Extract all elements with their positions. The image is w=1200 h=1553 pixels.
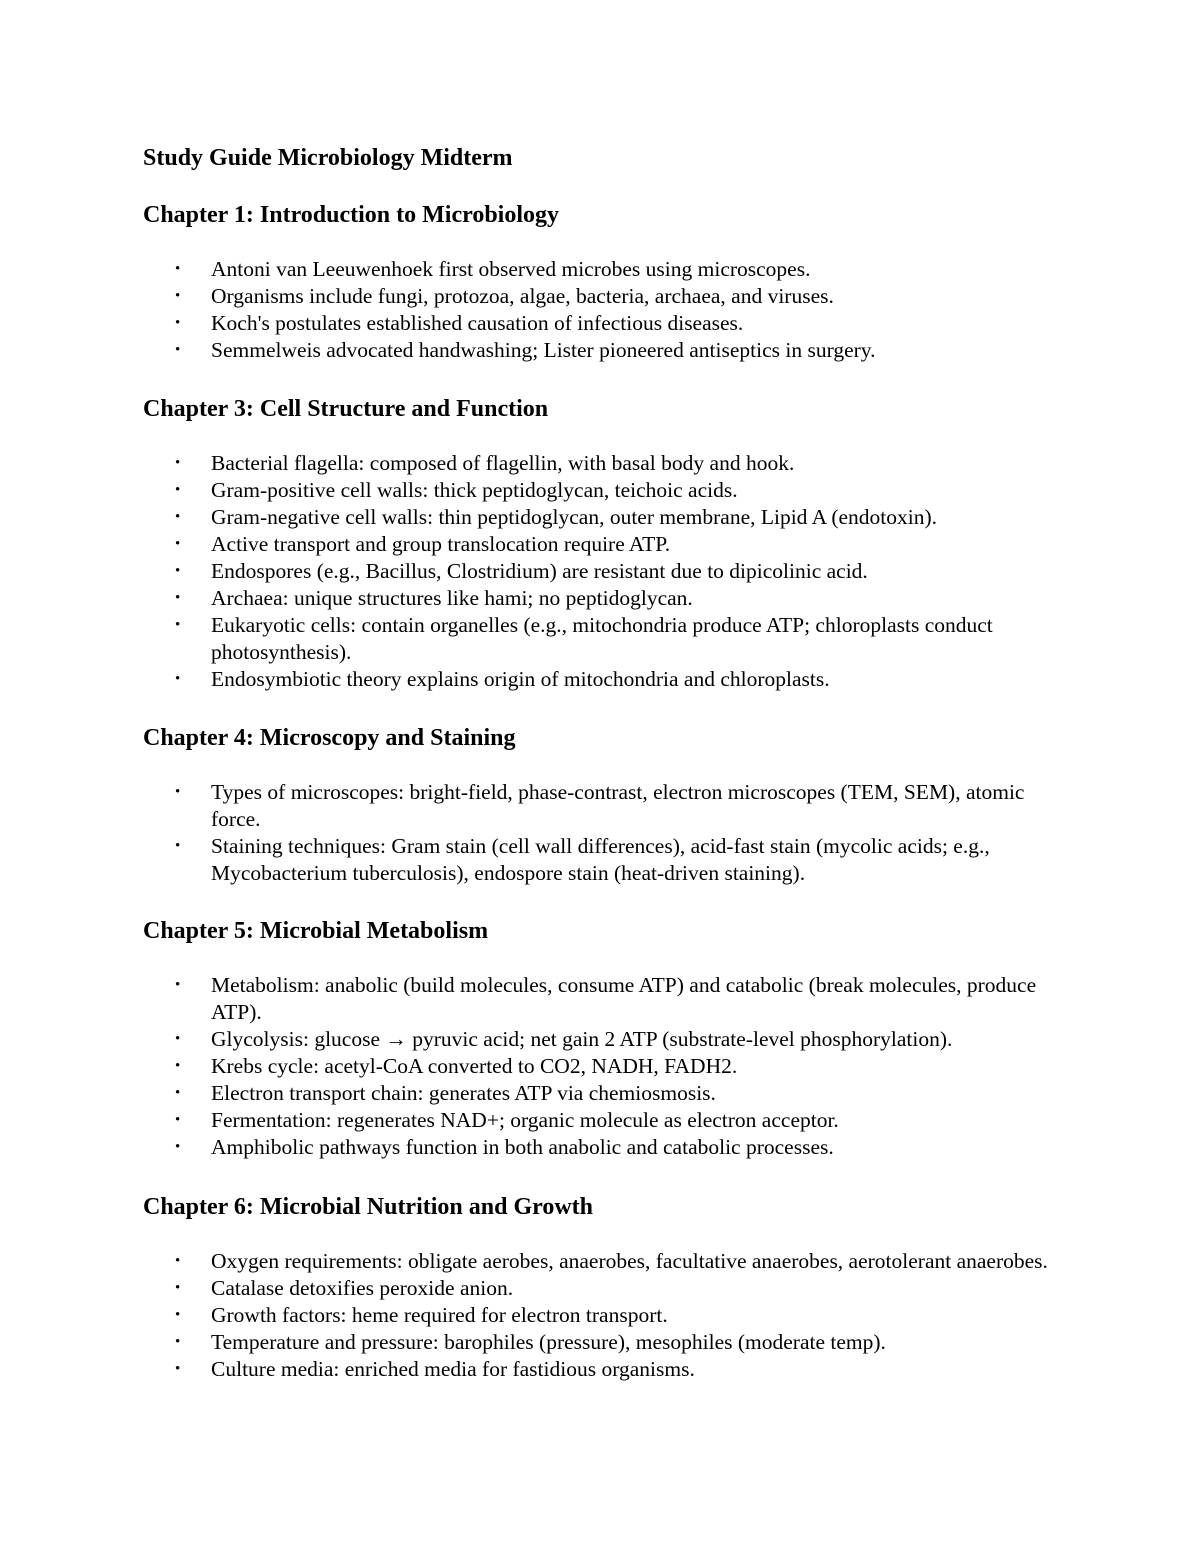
list-item	[143, 531, 1051, 558]
list-item	[143, 833, 1051, 887]
bullet-list	[143, 1248, 1063, 1383]
bullet-list	[143, 256, 1063, 364]
bullet-icon: •	[175, 784, 181, 800]
list-item	[143, 666, 1051, 693]
list-item-text: Endosymbiotic theory explains origin of mitochondria and chloroplasts.	[211, 667, 830, 691]
list-item	[143, 337, 1051, 364]
list-item-text: Bacterial flagella: composed of flagellin, with basal body and hook.	[211, 451, 795, 475]
document-title: Study Guide Microbiology Midterm	[143, 145, 513, 171]
list-item	[143, 504, 1051, 531]
list-item	[143, 283, 1051, 310]
bullet-icon: •	[175, 1058, 181, 1074]
bullet-list	[143, 450, 1063, 693]
list-item	[143, 1329, 1051, 1356]
bullet-icon: •	[175, 1085, 181, 1101]
list-item	[143, 779, 1051, 833]
bullet-icon: •	[175, 1361, 181, 1377]
list-item-text: Temperature and pressure: barophiles (pressure), mesophiles (moderate temp).	[211, 1330, 886, 1354]
list-item-text: Endospores (e.g., Bacillus, Clostridium) are resistant due to dipicolinic acid.	[211, 559, 868, 583]
list-item	[143, 1275, 1051, 1302]
list-item-text: Metabolism: anabolic (build molecules, consume ATP) and catabolic (break molecules, produce ATP).	[211, 973, 1037, 1024]
section-chapter-6	[143, 1192, 1063, 1383]
bullet-icon: •	[175, 563, 181, 579]
list-item-text: Active transport and group translocation require ATP.	[211, 532, 671, 556]
bullet-icon: •	[175, 509, 181, 525]
section-chapter-1	[143, 200, 1063, 364]
list-item	[143, 1053, 1051, 1080]
list-item	[143, 558, 1051, 585]
bullet-list	[143, 972, 1063, 1161]
bullet-icon: •	[175, 288, 181, 304]
list-item	[143, 1356, 1051, 1383]
list-item-text: Staining techniques: Gram stain (cell wall differences), acid-fast stain (mycolic acids; e.g., Mycobacterium tuberculosis), endospore stain (heat-driven staining).	[211, 834, 990, 885]
bullet-icon: •	[175, 1307, 181, 1323]
bullet-icon: •	[175, 977, 181, 993]
list-item-text: Semmelweis advocated handwashing; Lister pioneered antiseptics in surgery.	[211, 338, 876, 362]
list-item-text: Krebs cycle: acetyl-CoA converted to CO2, NADH, FADH2.	[211, 1054, 738, 1078]
section-heading: Chapter 5: Microbial Metabolism	[143, 918, 489, 944]
bullet-icon: •	[175, 1334, 181, 1350]
list-item	[143, 450, 1051, 477]
list-item	[143, 1080, 1051, 1107]
bullet-icon: •	[175, 536, 181, 552]
list-item	[143, 612, 1051, 666]
list-item-text: Archaea: unique structures like hami; no peptidoglycan.	[211, 586, 693, 610]
section-chapter-5	[143, 916, 1063, 1161]
bullet-icon: •	[175, 838, 181, 854]
list-item-text: Electron transport chain: generates ATP via chemiosmosis.	[211, 1081, 716, 1105]
bullet-icon: •	[175, 590, 181, 606]
list-item	[143, 310, 1051, 337]
bullet-icon: •	[175, 1253, 181, 1269]
bullet-icon: •	[175, 1112, 181, 1128]
bullet-icon: •	[175, 455, 181, 471]
section-heading: Chapter 3: Cell Structure and Function	[143, 396, 549, 422]
list-item-text: Fermentation: regenerates NAD+; organic molecule as electron acceptor.	[211, 1108, 839, 1132]
list-item	[143, 1026, 1051, 1053]
list-item-text: Koch's postulates established causation of infectious diseases.	[211, 311, 744, 335]
bullet-icon: •	[175, 315, 181, 331]
bullet-icon: •	[175, 1031, 181, 1047]
list-item-text: Antoni van Leeuwenhoek first observed microbes using microscopes.	[211, 257, 811, 281]
list-item-text: Culture media: enriched media for fastidious organisms.	[211, 1357, 695, 1381]
bullet-icon: •	[175, 482, 181, 498]
list-item	[143, 1302, 1051, 1329]
list-item-text: Amphibolic pathways function in both anabolic and catabolic processes.	[211, 1135, 834, 1159]
bullet-icon: •	[175, 261, 181, 277]
list-item-text: Oxygen requirements: obligate aerobes, anaerobes, facultative anaerobes, aerotolerant anaerobes.	[211, 1249, 1048, 1273]
list-item-text: Eukaryotic cells: contain organelles (e.g., mitochondria produce ATP; chloroplasts conduct photosynthesis).	[211, 613, 993, 664]
bullet-icon: •	[175, 617, 181, 633]
section-heading: Chapter 4: Microscopy and Staining	[143, 725, 516, 751]
bullet-icon: •	[175, 1280, 181, 1296]
list-item-text: Growth factors: heme required for electron transport.	[211, 1303, 668, 1327]
list-item-text: Organisms include fungi, protozoa, algae, bacteria, archaea, and viruses.	[211, 284, 834, 308]
section-chapter-3	[143, 394, 1063, 693]
list-item	[143, 1134, 1051, 1161]
list-item	[143, 1107, 1051, 1134]
list-item-text: Types of microscopes: bright-field, phase-contrast, electron microscopes (TEM, SEM), atomic force.	[211, 780, 1025, 831]
section-heading: Chapter 6: Microbial Nutrition and Growth	[143, 1194, 594, 1220]
list-item-text: Glycolysis: glucose → pyruvic acid; net gain 2 ATP (substrate-level phosphorylation).	[211, 1027, 953, 1051]
bullet-list	[143, 779, 1063, 887]
bullet-icon: •	[175, 342, 181, 358]
section-chapter-4	[143, 723, 1063, 887]
section-heading: Chapter 1: Introduction to Microbiology	[143, 202, 560, 228]
bullet-icon: •	[175, 671, 181, 687]
list-item	[143, 1248, 1051, 1275]
bullet-icon: •	[175, 1139, 181, 1155]
list-item	[143, 256, 1051, 283]
list-item-text: Gram-negative cell walls: thin peptidoglycan, outer membrane, Lipid A (endotoxin).	[211, 505, 938, 529]
list-item	[143, 972, 1051, 1026]
list-item	[143, 585, 1051, 612]
list-item-text: Catalase detoxifies peroxide anion.	[211, 1276, 514, 1300]
list-item-text: Gram-positive cell walls: thick peptidoglycan, teichoic acids.	[211, 478, 738, 502]
list-item	[143, 477, 1051, 504]
